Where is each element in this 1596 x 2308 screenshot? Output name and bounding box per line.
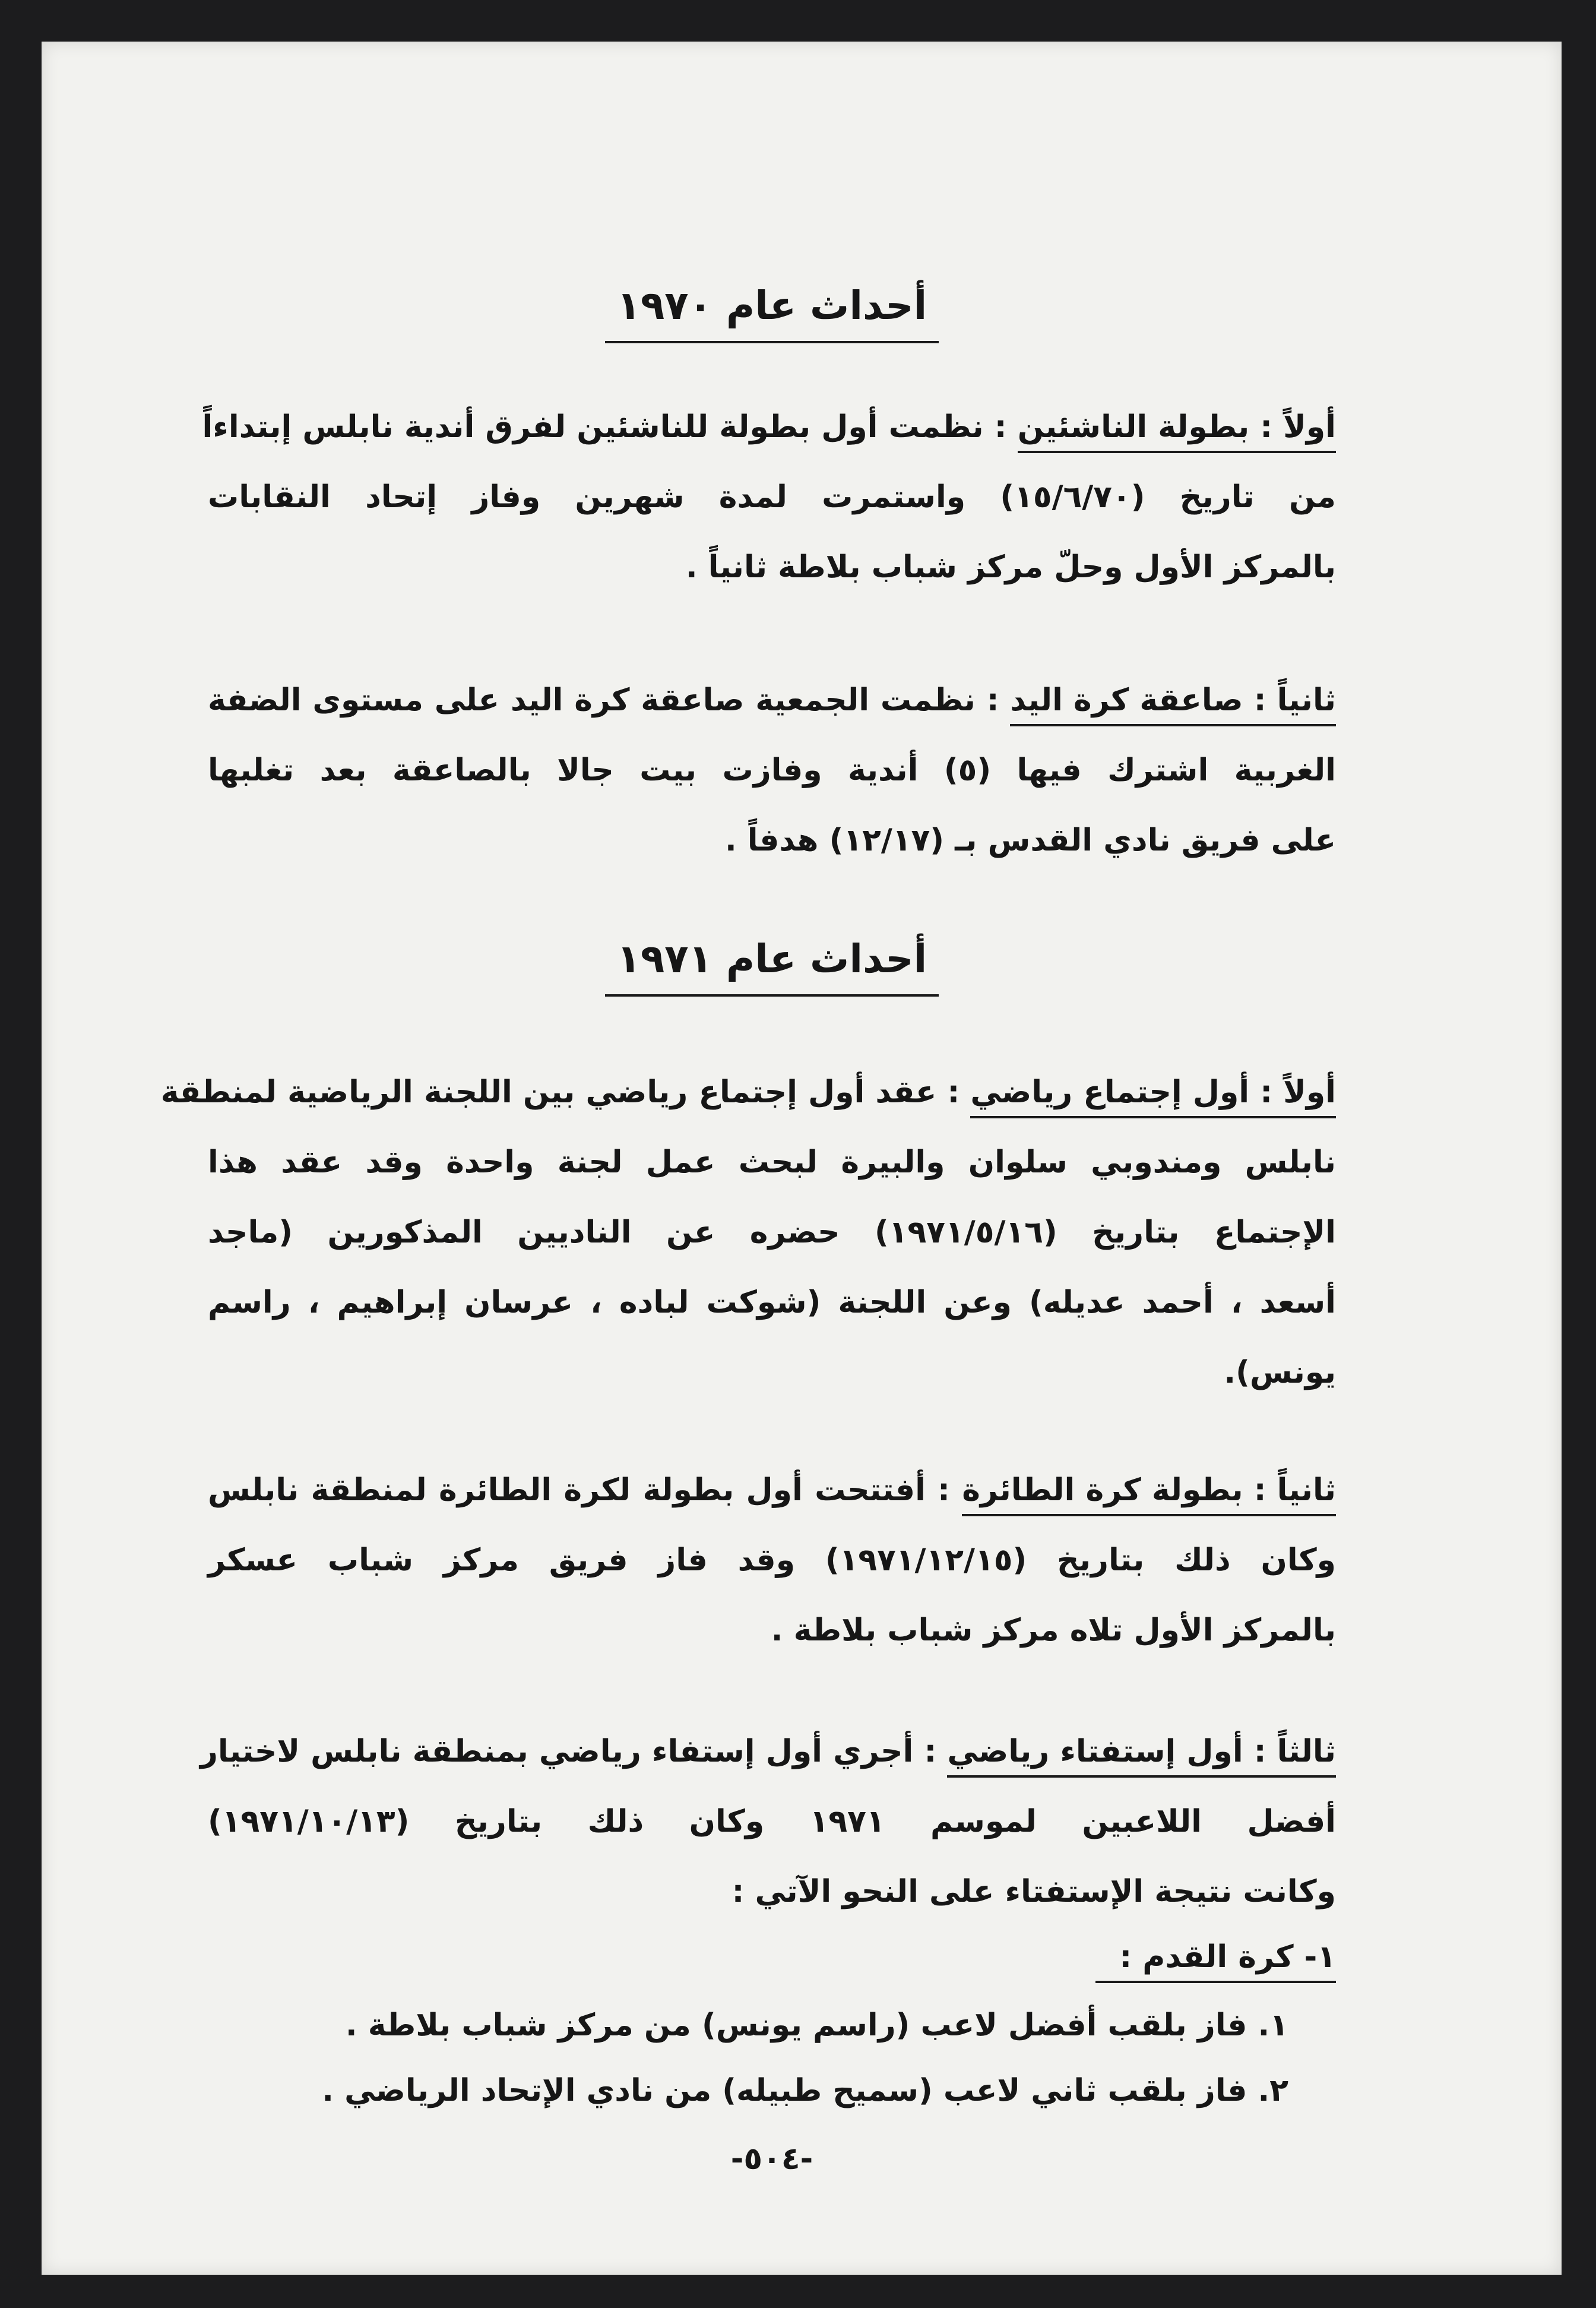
heading-1971: أحداث عام ١٩٧١ [208, 932, 1336, 997]
heading-1970: أحداث عام ١٩٧٠ [208, 279, 1336, 343]
poll-result-item: ١. فاز بلقب أفضل لاعب (راسم يونس) من مركز شباب بلاطة . [345, 2007, 1288, 2043]
page-number: -٥٠٤- [730, 2141, 813, 2177]
paragraph-youth-championship: أولاً : بطولة الناشئين : نظمت أول بطولة للناشئين لفرق أندية نابلس إبتداءاً من تاريخ (١٥/٦/٧٠) واستمرت لمدة شهرين وفاز إتحاد النقابات بالمركز الأول وحلّ مركز شباب بلاطة ثانياً . [208, 392, 1336, 602]
paragraph-label: أولاً : بطولة الناشئين [1018, 403, 1336, 453]
football-subheading: ١- كرة القدم : [1095, 1933, 1336, 1983]
paragraph-label: ثانياً : بطولة كرة الطائرة [962, 1466, 1336, 1516]
paragraph-first-sports-meeting: أولاً : أول إجتماع رياضي : عقد أول إجتماع رياضي بين اللجنة الرياضية لمنطقة نابلس ومندوبي سلوان والبيرة لبحث عمل لجنة واحدة وقد عقد هذا الإجتماع بتاريخ (١٩٧١/٥/١٦) حضره عن الناديين المذكورين (ماجد أسعد ، أحمد عديله) وعن اللجنة (شوكت لباده ، عرسان إبراهيم ، راسم يونس). [208, 1057, 1336, 1408]
poll-result-item: ٢. فاز بلقب ثاني لاعب (سميح طبيله) من نادي الإتحاد الرياضي . [322, 2073, 1288, 2108]
paragraph-volleyball: ثانياً : بطولة كرة الطائرة : أفتتحت أول بطولة لكرة الطائرة لمنطقة نابلس وكان ذلك بتاريخ (١٩٧١/١٢/١٥) وقد فاز فريق مركز شباب عسكر بالمركز الأول تلاه مركز شباب بلاطة . [208, 1455, 1336, 1665]
document-page [42, 42, 1562, 2275]
paragraph-label: ثانياً : صاعقة كرة اليد [1010, 676, 1336, 726]
page-content [160, 42, 1337, 2275]
paragraph-label: أولاً : أول إجتماع رياضي [970, 1068, 1336, 1118]
paragraph-label: ثالثاً : أول إستفتاء رياضي [947, 1728, 1336, 1778]
paragraph-sports-poll: ثالثاً : أول إستفتاء رياضي : أجري أول إستفاء رياضي بمنطقة نابلس لاختيار أفضل اللاعبين لموسم ١٩٧١ وكان ذلك بتاريخ (١٩٧١/١٠/١٣) وكانت نتيجة الإستفتاء على النحو الآتي : [208, 1716, 1336, 1927]
paragraph-handball: ثانياً : صاعقة كرة اليد : نظمت الجمعية صاعقة كرة اليد على مستوى الضفة الغربية اشترك فيها (٥) أندية وفازت بيت جالا بالصاعقة بعد تغلبها على فريق نادي القدس بـ (١٢/١٧) هدفاً . [208, 665, 1336, 875]
